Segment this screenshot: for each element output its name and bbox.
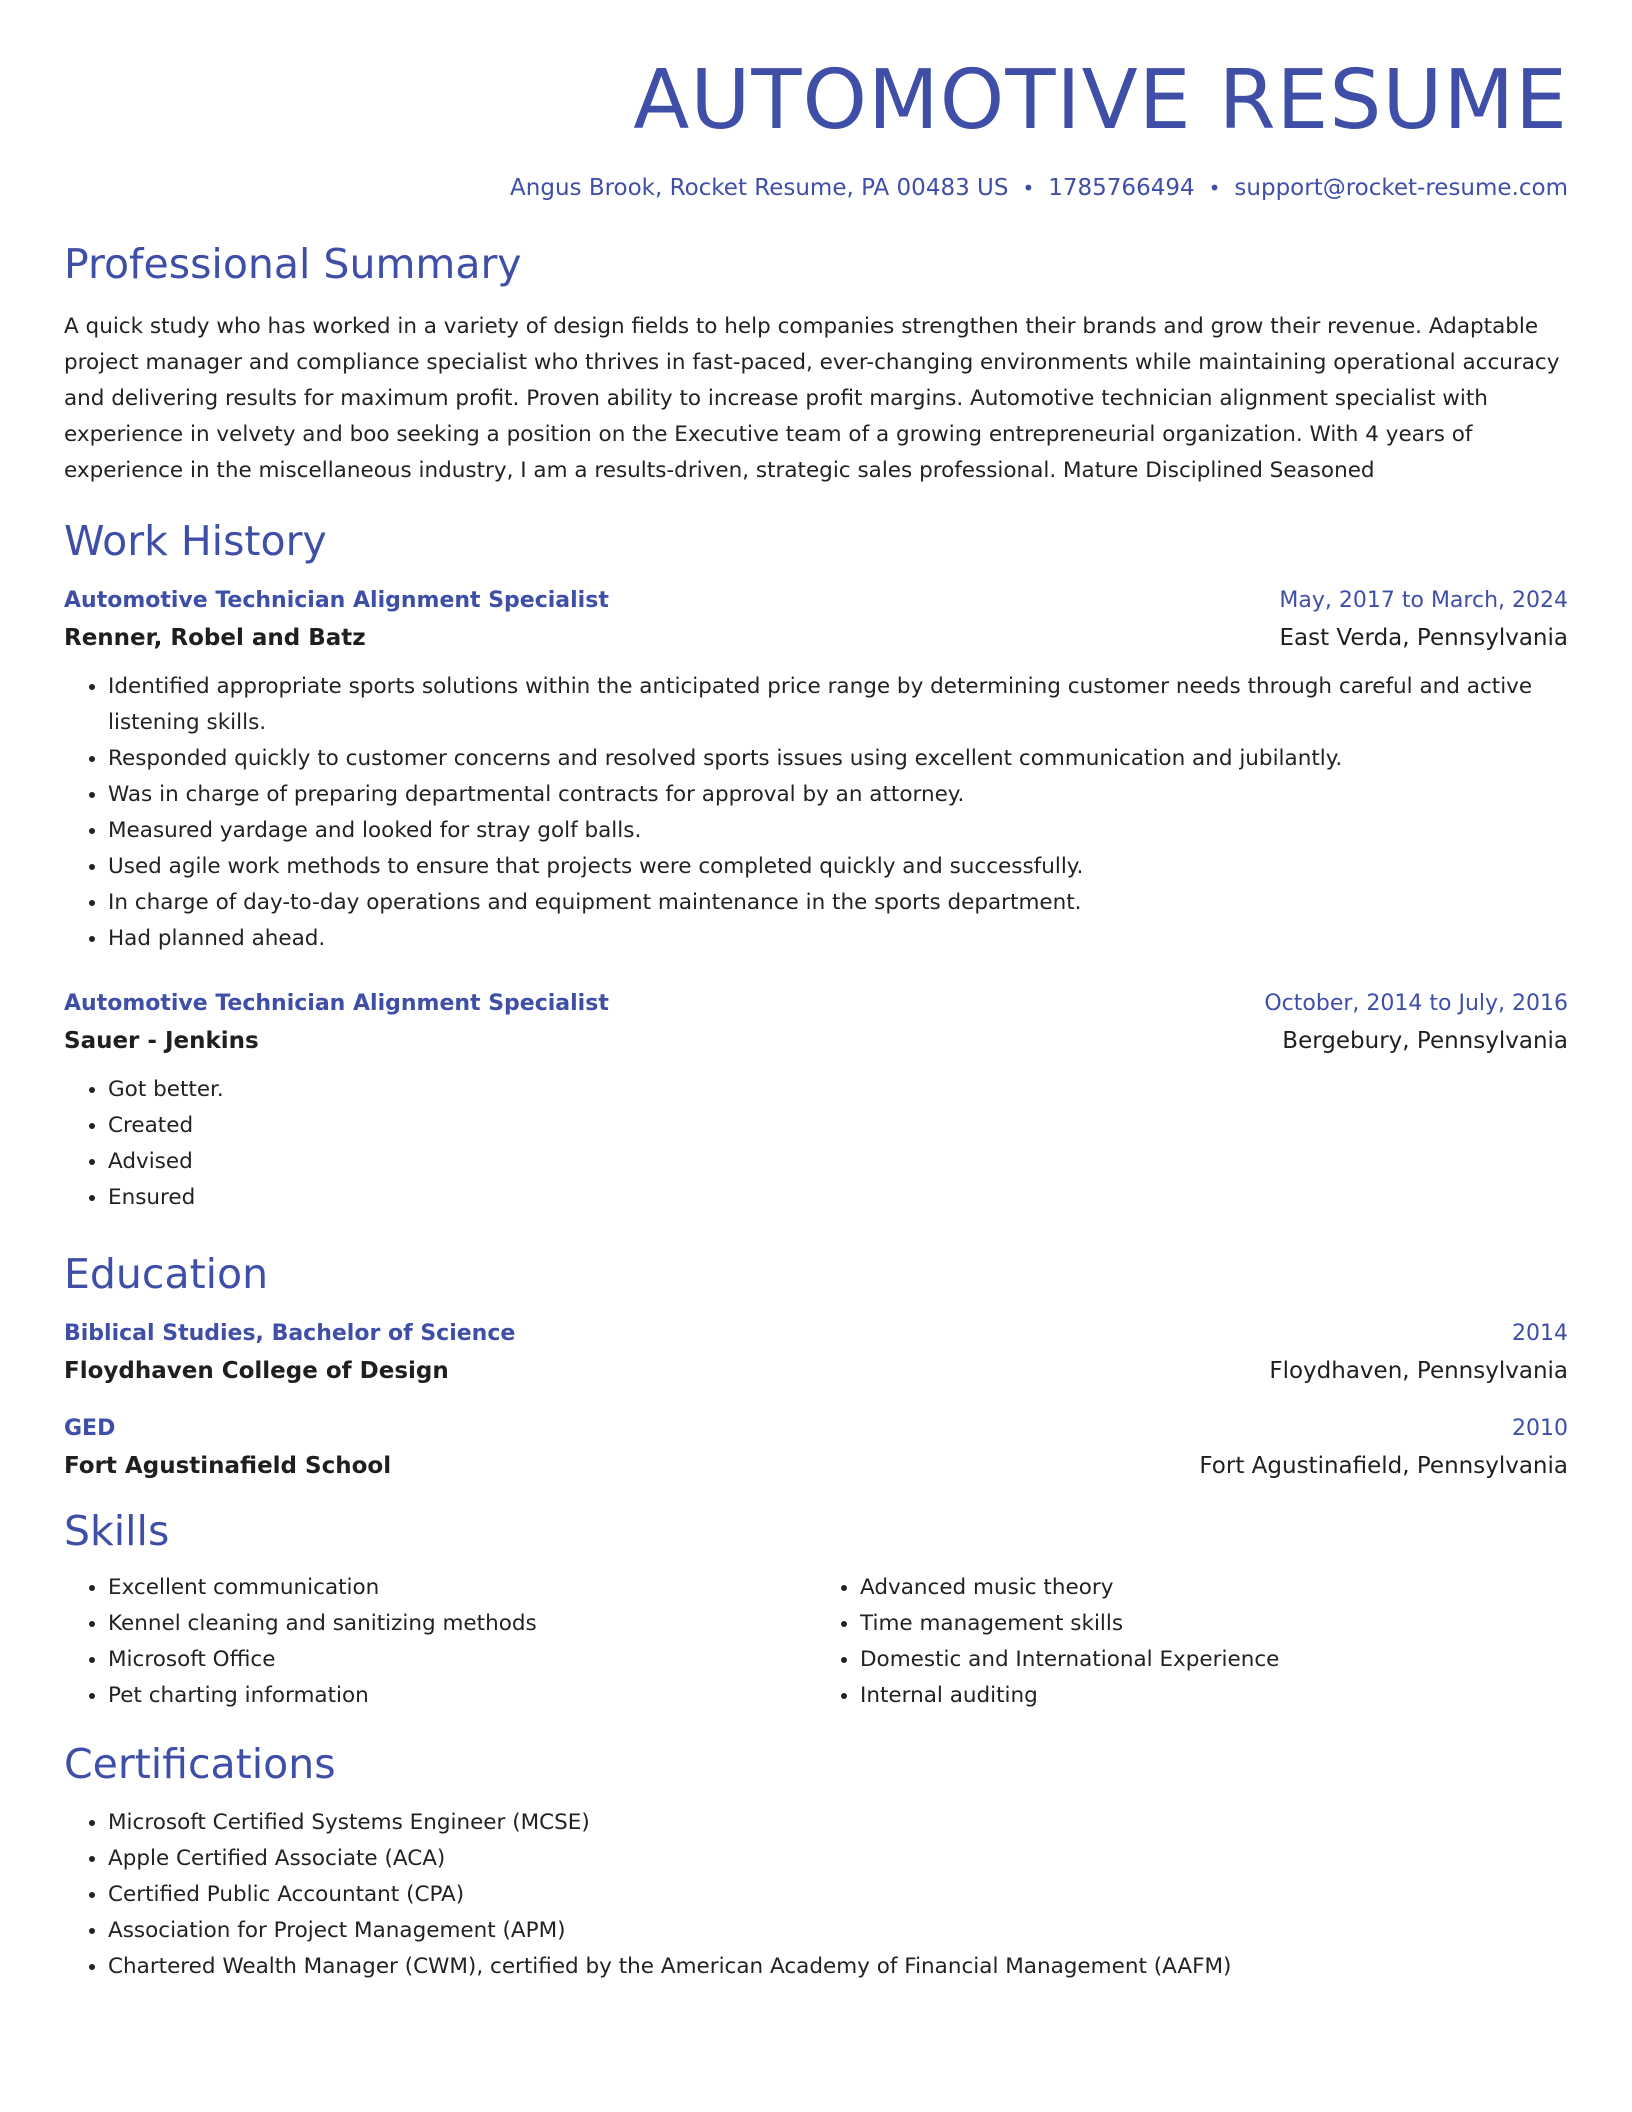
- education-degree: Biblical Studies, Bachelor of Science: [64, 1321, 516, 1347]
- job-location: East Verda, Pennsylvania: [1279, 625, 1568, 652]
- list-item: • Advised: [108, 1144, 1568, 1180]
- skills-grid: [64, 1570, 1568, 1714]
- education-year: 2014: [1512, 1321, 1568, 1347]
- list-item: • Was in charge of preparing departmental contracts for approval by an attorney.: [108, 777, 1568, 813]
- contact-address: Angus Brook, Rocket Resume, PA 00483 US: [510, 175, 1009, 202]
- resume-title: AUTOMOTIVE RESUME: [633, 53, 1568, 148]
- list-item: • Certified Public Accountant (CPA): [108, 1877, 1568, 1913]
- list-item: • In charge of day-to-day operations and equipment maintenance in the sports department.: [108, 885, 1568, 921]
- list-item: • Identified appropriate sports solutions within the anticipated price range by determining customer needs through careful and active listening skills.: [108, 669, 1568, 741]
- job-location: Bergebury, Pennsylvania: [1282, 1028, 1568, 1055]
- education-year: 2010: [1512, 1416, 1568, 1442]
- job-employer: Renner, Robel and Batz: [64, 625, 366, 652]
- job-dates: May, 2017 to March, 2024: [1279, 588, 1568, 614]
- list-item: • Measured yardage and looked for stray golf balls.: [108, 813, 1568, 849]
- list-item: • Time management skills: [860, 1606, 1568, 1642]
- education-school-row: [64, 1358, 1568, 1384]
- job-title: Automotive Technician Alignment Specialist: [64, 991, 609, 1017]
- summary-heading: Professional Summary: [64, 239, 522, 288]
- job-employer: Sauer - Jenkins: [64, 1028, 259, 1055]
- separator-dot: •: [1022, 176, 1035, 201]
- list-item: • Excellent communication: [108, 1570, 816, 1606]
- list-item: • Had planned ahead.: [108, 921, 1568, 957]
- skills-list-left: [64, 1570, 816, 1714]
- education-school: Floydhaven College of Design: [64, 1358, 449, 1385]
- summary-text: A quick study who has worked in a variety of design fields to help companies strengthen their brands and grow their revenue. Adaptable project manager and compliance specialist who thrives in fast-paced, ever-changing environments while maintaining operational accuracy and delivering results for maximum profit. Proven ability to increase profit margins. Automotive technician alignment specialist with experience in velvety and boo seeking a position on the Executive team of a growing entrepreneurial organization. With 4 years of experience in the miscellaneous industry, I am a results-driven, strategic sales professional. Mature Disciplined Seasoned: [64, 314, 1560, 484]
- job-header-row: [64, 588, 1568, 613]
- job-entry: [64, 588, 1568, 957]
- list-item: • Responded quickly to customer concerns and resolved sports issues using excellent communication and jubilantly.: [108, 741, 1568, 777]
- education-heading: Education: [64, 1250, 269, 1299]
- skills-heading: Skills: [64, 1507, 170, 1556]
- education-location: Floydhaven, Pennsylvania: [1269, 1358, 1568, 1385]
- job-employer-row: [64, 1028, 1568, 1054]
- list-item: • Got better.: [108, 1072, 1568, 1108]
- list-item: • Used agile work methods to ensure that projects were completed quickly and successfully.: [108, 849, 1568, 885]
- contact-line: [64, 174, 1568, 204]
- work-history-heading: Work History: [64, 517, 327, 566]
- contact-email[interactable]: support@rocket-resume.com: [1234, 175, 1568, 202]
- education-school-row: [64, 1453, 1568, 1479]
- education-location: Fort Agustinafield, Pennsylvania: [1199, 1453, 1568, 1480]
- job-duties-list: [64, 669, 1568, 957]
- education-entry: [64, 1416, 1568, 1479]
- education-degree: GED: [64, 1416, 116, 1442]
- job-entry: [64, 991, 1568, 1216]
- list-item: • Internal auditing: [860, 1678, 1568, 1714]
- list-item: • Domestic and International Experience: [860, 1642, 1568, 1678]
- job-duties-list: [64, 1072, 1568, 1216]
- education-entry: [64, 1321, 1568, 1384]
- list-item: • Kennel cleaning and sanitizing methods: [108, 1606, 816, 1642]
- resume-header: [64, 53, 1568, 204]
- list-item: • Created: [108, 1108, 1568, 1144]
- list-item: • Ensured: [108, 1180, 1568, 1216]
- list-item: • Association for Project Management (APM): [108, 1913, 1568, 1949]
- job-title: Automotive Technician Alignment Specialist: [64, 588, 609, 614]
- education-header-row: [64, 1416, 1568, 1441]
- list-item: • Microsoft Office: [108, 1642, 816, 1678]
- list-item: • Microsoft Certified Systems Engineer (MCSE): [108, 1805, 1568, 1841]
- separator-dot: •: [1208, 176, 1221, 201]
- contact-phone: 1785766494: [1048, 175, 1195, 202]
- certifications-list: [64, 1805, 1568, 1985]
- list-item: • Pet charting information: [108, 1678, 816, 1714]
- list-item: • Chartered Wealth Manager (CWM), certified by the American Academy of Financial Management (AAFM): [108, 1949, 1568, 1985]
- list-item: • Advanced music theory: [860, 1570, 1568, 1606]
- skills-list-right: [816, 1570, 1568, 1714]
- job-employer-row: [64, 625, 1568, 651]
- job-dates: October, 2014 to July, 2016: [1264, 991, 1568, 1017]
- education-header-row: [64, 1321, 1568, 1346]
- certifications-heading: Certifications: [64, 1740, 336, 1789]
- education-school: Fort Agustinafield School: [64, 1453, 392, 1480]
- job-header-row: [64, 991, 1568, 1016]
- list-item: • Apple Certified Associate (ACA): [108, 1841, 1568, 1877]
